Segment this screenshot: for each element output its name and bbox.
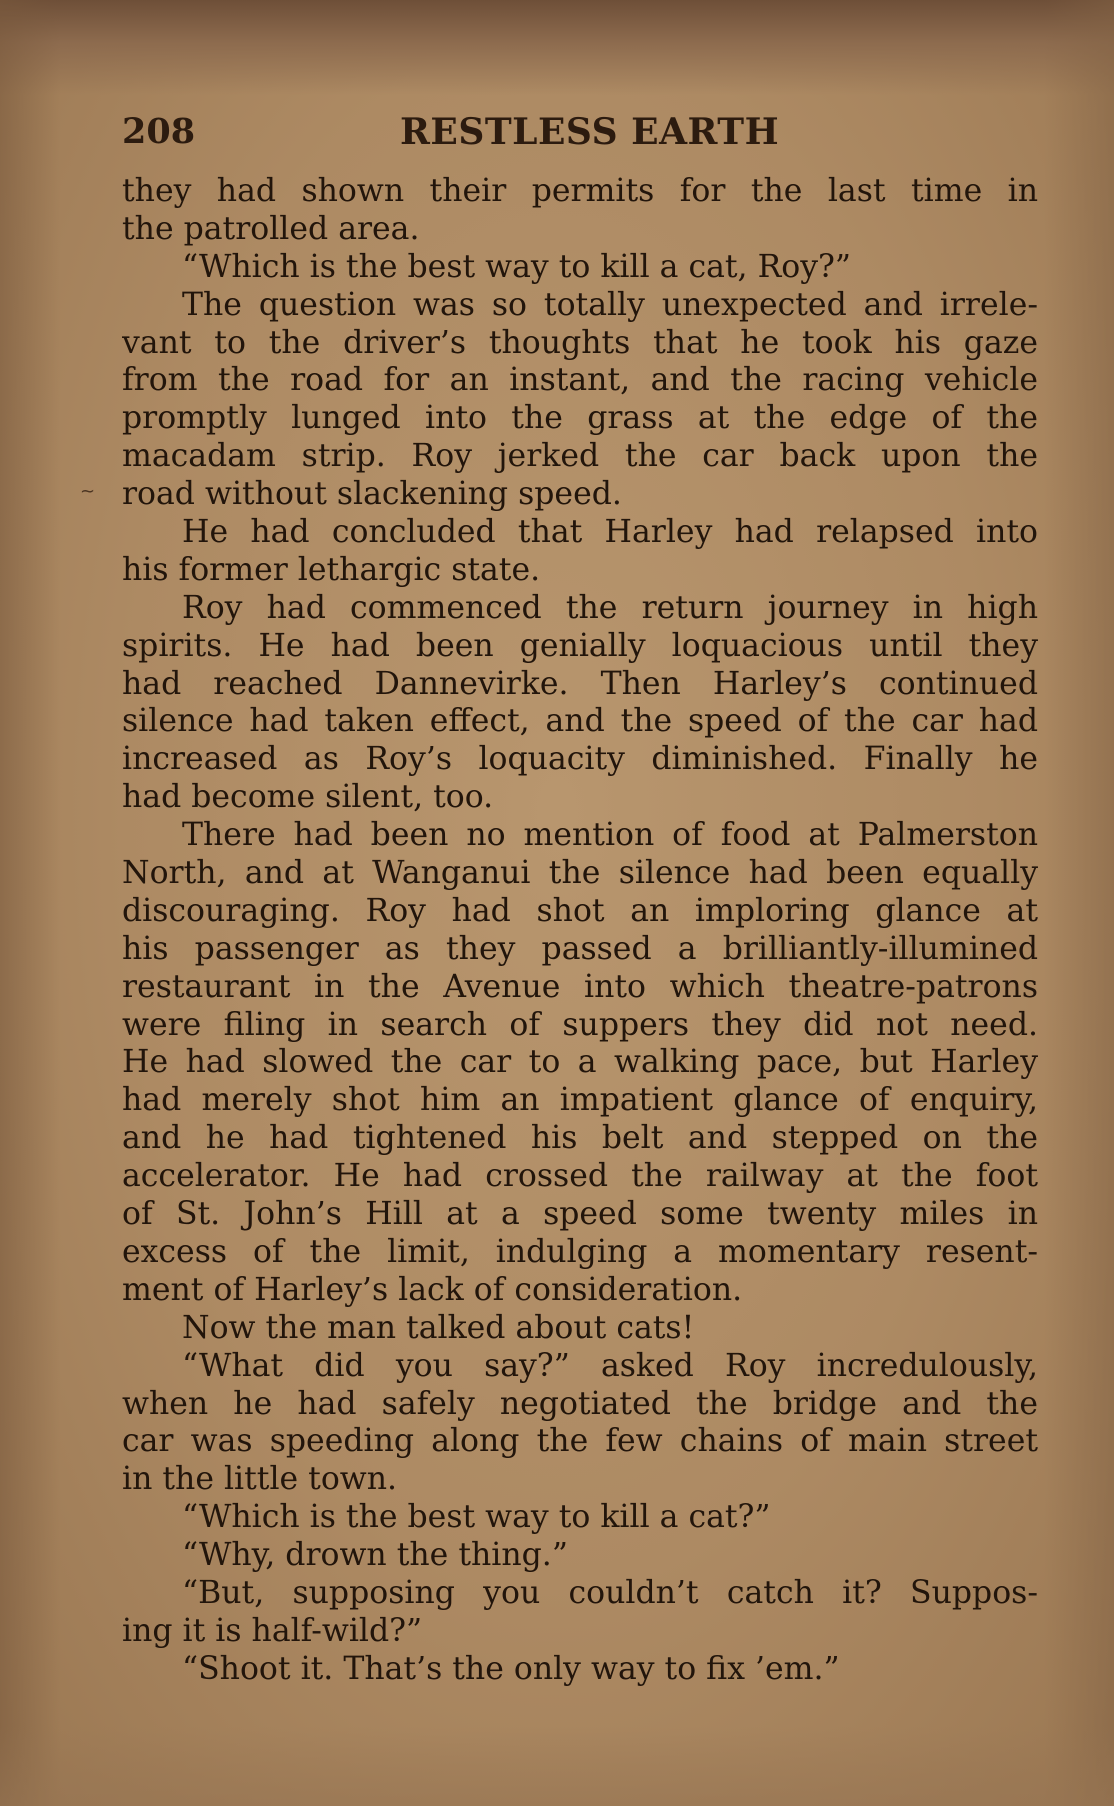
text-line: ing it is half-wild?” [122,1612,423,1649]
text-line: “What did you say?” asked Roy incredulously, [182,1347,1038,1384]
text-line: “But, supposing you couldn’t catch it? Suppos- [182,1574,1038,1611]
text-line: from the road for an instant, and the racing vehicle [122,362,1038,399]
text-line: in the little town. [122,1461,398,1498]
text-line: Now the man talked about cats! [182,1309,695,1346]
text-line: He had concluded that Harley had relapsed into [182,514,1038,551]
text-line: “Why, drown the thing.” [182,1537,568,1574]
text-line: his passenger as they passed a brilliantly-illumined [122,930,1038,967]
text-line: North, and at Wanganui the silence had been equally [122,855,1038,892]
body-text [122,173,1038,1689]
text-line: spirits. He had been genially loquacious until they [122,627,1038,664]
text-line: were filing in search of suppers they did not need. [122,1006,1038,1043]
text-line: Roy had commenced the return journey in high [182,589,1038,626]
text-line: restaurant in the Avenue into which theatre-patrons [122,968,1038,1005]
text-line: “Which is the best way to kill a cat, Roy?” [182,248,852,285]
text-line: car was speeding along the few chains of main street [122,1423,1038,1460]
text-line: and he had tightened his belt and stepped on the [122,1120,1038,1157]
text-line: had become silent, too. [122,779,494,816]
margin-mark: ~ [80,481,96,502]
page-left-edge-shadow [0,0,60,1806]
text-line: had merely shot him an impatient glance of enquiry, [122,1082,1038,1119]
text-line: He had slowed the car to a walking pace, but Harley [122,1044,1038,1081]
page-bottom-edge-shadow [0,1726,1114,1806]
text-line: accelerator. He had crossed the railway at the foot [122,1158,1038,1195]
text-line: vant to the driver’s thoughts that he took his gaze [122,324,1038,361]
page-number: 208 [122,111,196,152]
running-head: RESTLESS EARTH [400,111,780,153]
text-line: promptly lunged into the grass at the edge of the [122,400,1038,437]
text-line: when he had safely negotiated the bridge and the [122,1385,1038,1422]
text-line: excess of the limit, indulging a momentary resent- [122,1233,1038,1270]
text-line: of St. John’s Hill at a speed some twenty miles in [122,1196,1038,1233]
text-line: the patrolled area. [122,210,420,247]
text-line: silence had taken effect, and the speed of the car had [122,703,1038,740]
text-line: ment of Harley’s lack of consideration. [122,1271,743,1308]
page-header [122,108,1038,156]
text-line: his former lethargic state. [122,551,541,588]
text-line: they had shown their permits for the last time in [122,173,1038,209]
text-line: “Shoot it. That’s the only way to fix ’em.” [182,1650,840,1687]
page-right-edge-shadow [1044,0,1114,1806]
text-line: “Which is the best way to kill a cat?” [182,1499,771,1536]
text-line: The question was so totally unexpected and irrele- [182,286,1038,323]
text-line: There had been no mention of food at Palmerston [182,817,1038,854]
text-line: road without slackening speed. [122,476,622,513]
text-line: increased as Roy’s loquacity diminished. Finally he [122,741,1038,778]
text-line: macadam strip. Roy jerked the car back upon the [122,438,1038,475]
page-top-edge-shadow [0,0,1114,95]
text-line: discouraging. Roy had shot an imploring glance at [122,892,1038,929]
text-line: had reached Dannevirke. Then Harley’s continued [122,665,1038,702]
